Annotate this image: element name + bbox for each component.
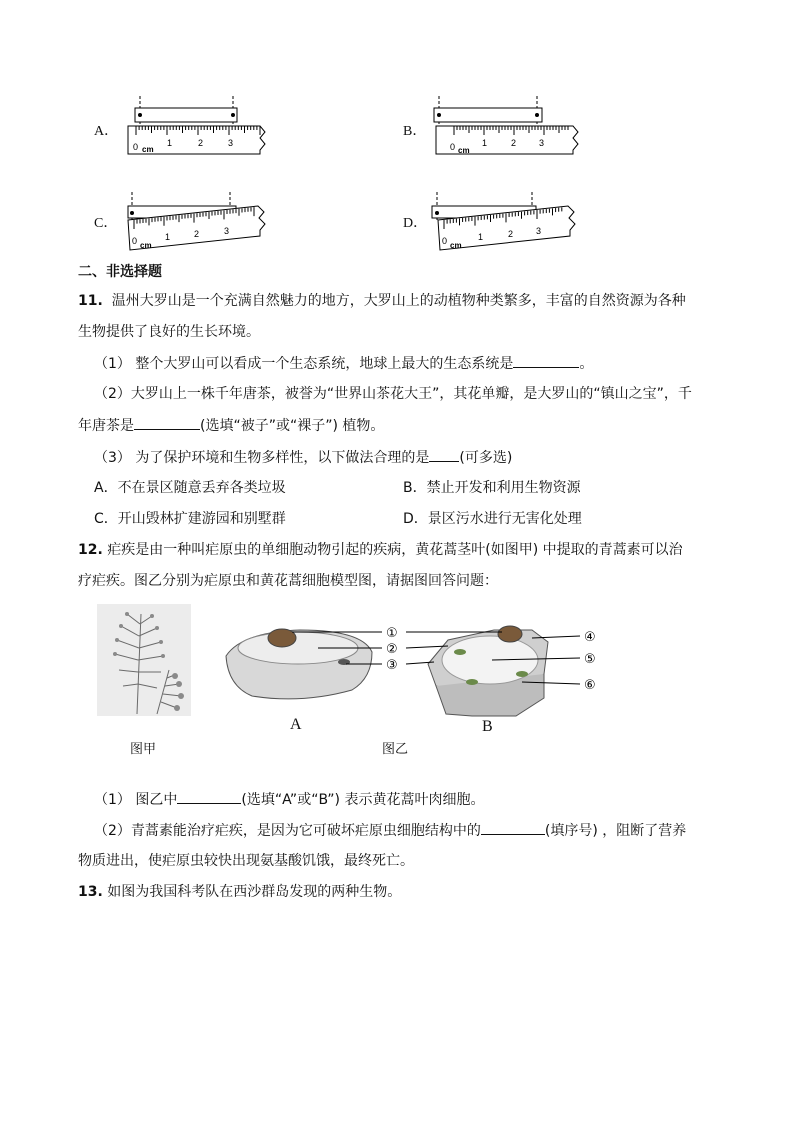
- ruler-diagram-a: [120, 96, 270, 158]
- ruler-tick-1: 1: [165, 232, 171, 242]
- ruler-tick-3: 3: [228, 138, 234, 148]
- option-c-label: C．: [94, 216, 118, 231]
- q11-option-b: B．禁止开发和利用生物资源: [403, 480, 581, 496]
- q13-stem: 13. 如图为我国科考队在西沙群岛发现的两种生物。: [78, 884, 402, 900]
- q11-part-2-line-1: （2）大罗山上一株千年唐茶，被誉为“世界山茶花大王”，其花单瓣，是大罗山的“镇山之宝”，千: [94, 386, 692, 402]
- ruler-diagram-c: [118, 192, 278, 254]
- ruler-diagram-b: [428, 96, 588, 158]
- answer-blank[interactable]: [134, 415, 200, 430]
- ruler-tick-2: 2: [194, 229, 200, 239]
- q11-option-d: D．景区污水进行无害化处理: [403, 511, 582, 527]
- q11-option-a: A．不在景区随意丢弃各类垃圾: [94, 480, 286, 496]
- option-b-label: B．: [403, 124, 427, 139]
- figure-jia-caption: 图甲: [130, 742, 157, 757]
- ruler-tick-1: 1: [482, 138, 488, 148]
- figure-yi-caption: 图乙: [382, 742, 409, 757]
- ruler-tick-3: 3: [224, 226, 230, 236]
- q12-part-2-line-1: （2）青蒿素能治疗疟疾，是因为它可破坏疟原虫细胞结构中的 (填序号) ，阻断了营养: [94, 820, 686, 841]
- q11-stem-line-2: 生物提供了良好的生长环境。: [78, 324, 260, 340]
- ruler-diagram-d: [428, 192, 588, 254]
- ruler-tick-0: 0: [442, 236, 448, 246]
- cell-model-diagram: [222, 616, 612, 736]
- marker-4: ④: [584, 629, 596, 644]
- q12-part-1: （1） 图乙中 (选填“A”或“B”) 表示黄花蒿叶肉细胞。: [94, 789, 484, 810]
- answer-blank[interactable]: [481, 820, 545, 835]
- q12-stem-line-1: 12. 疟疾是由一种叫疟原虫的单细胞动物引起的疾病，黄花蒿茎叶(如图甲) 中提取的青蒿素可以治: [78, 542, 683, 558]
- cell-b-label: B: [482, 718, 493, 735]
- ruler-tick-2: 2: [508, 229, 514, 239]
- q11-part-1: （1） 整个大罗山可以看成一个生态系统，地球上最大的生态系统是 。: [94, 353, 593, 374]
- ruler-tick-1: 1: [478, 232, 484, 242]
- section-title: 二、非选择题: [78, 264, 162, 280]
- q12-part-2-line-2: 物质进出，使疟原虫较快出现氨基酸饥饿，最终死亡。: [78, 853, 414, 869]
- artemisia-plant-image: [97, 604, 191, 716]
- ruler-tick-1: 1: [167, 138, 173, 148]
- marker-3: ③: [386, 657, 398, 672]
- ruler-tick-0: 0: [133, 142, 139, 152]
- option-a-label: A．: [94, 124, 119, 139]
- ruler-tick-3: 3: [539, 138, 545, 148]
- option-d-label: D．: [403, 216, 428, 231]
- cell-b-model: [428, 626, 548, 716]
- marker-5: ⑤: [584, 651, 596, 666]
- ruler-tick-2: 2: [198, 138, 204, 148]
- cell-a-label: A: [290, 716, 302, 733]
- ruler-tick-0: 0: [450, 142, 456, 152]
- marker-1: ①: [386, 625, 398, 640]
- q11-option-c: C．开山毁林扩建游园和别墅群: [94, 511, 286, 527]
- ruler-unit: cm: [458, 146, 470, 155]
- ruler-unit: cm: [142, 145, 154, 154]
- q11-stem-line-1: 11. 温州大罗山是一个充满自然魅力的地方，大罗山上的动植物种类繁多，丰富的自然资源为各种: [78, 293, 686, 309]
- ruler-tick-3: 3: [536, 226, 542, 236]
- q11-part-3: （3） 为了保护环境和生物多样性，以下做法合理的是 (可多选): [94, 447, 512, 468]
- marker-6: ⑥: [584, 677, 596, 692]
- ruler-tick-2: 2: [511, 138, 517, 148]
- answer-blank[interactable]: [429, 447, 459, 462]
- answer-blank[interactable]: [177, 789, 241, 804]
- question-number: 13.: [78, 884, 103, 900]
- ruler-unit: cm: [140, 241, 152, 250]
- marker-2: ②: [386, 641, 398, 656]
- question-number: 12.: [78, 542, 103, 558]
- q12-stem-line-2: 疗疟疾。图乙分别为疟原虫和黄花蒿细胞模型图，请据图回答问题：: [78, 573, 498, 589]
- ruler-tick-0: 0: [132, 236, 138, 246]
- ruler-unit: cm: [450, 241, 462, 250]
- question-number: 11.: [78, 293, 103, 309]
- q11-part-2-line-2: 年唐茶是 (选填“被子”或“裸子”) 植物。: [78, 415, 384, 436]
- answer-blank[interactable]: [513, 353, 579, 368]
